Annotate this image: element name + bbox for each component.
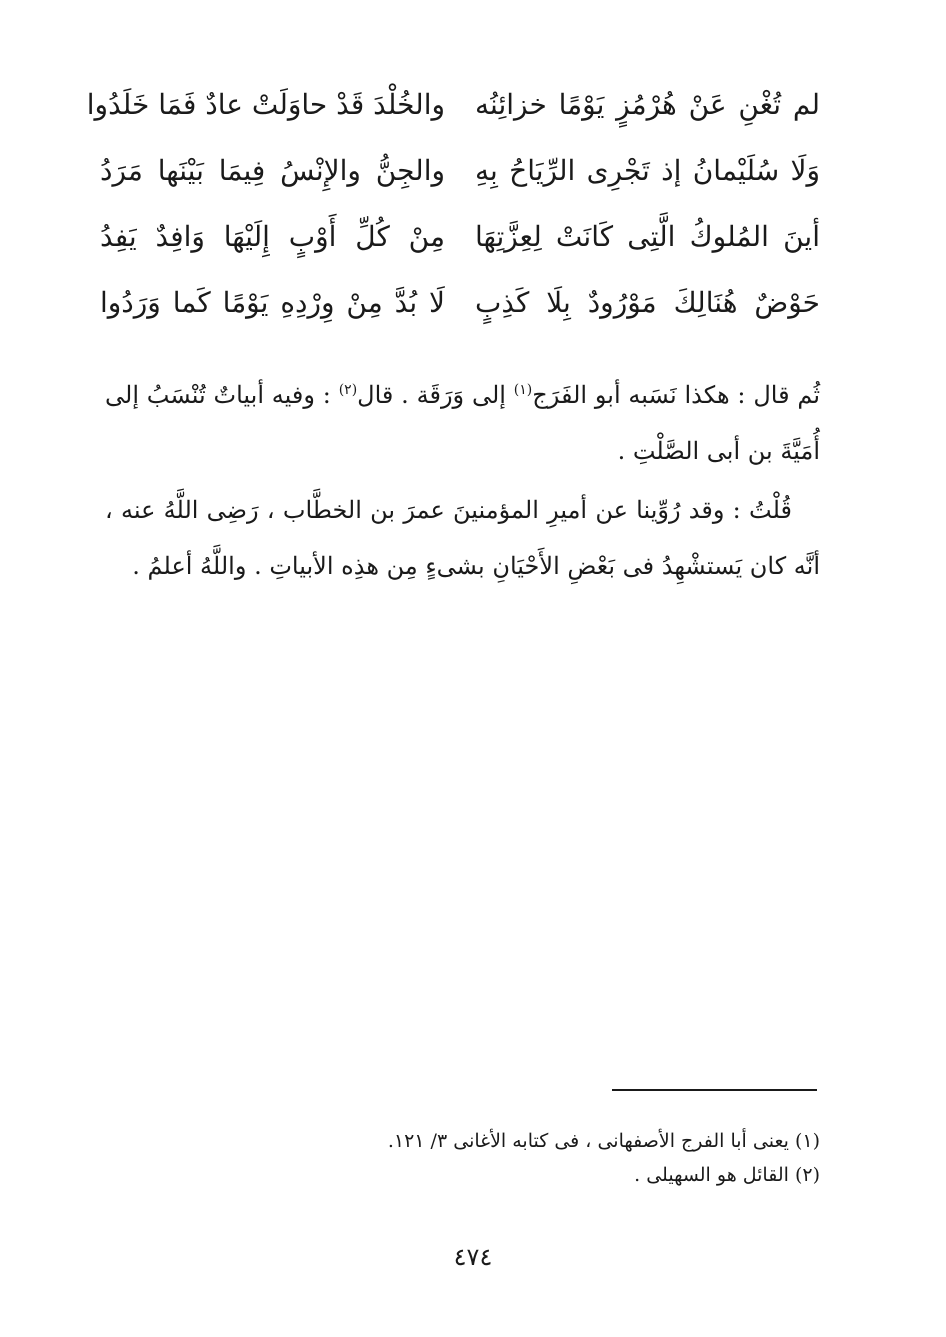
- verse-line: [100, 138, 820, 204]
- body-paragraph: [105, 367, 820, 479]
- verse-line: [100, 270, 820, 336]
- poem-verses: [86, 72, 820, 336]
- paragraph-text: ثُم قال : هكذا نَسَبه أبو الفَرَج: [532, 381, 821, 409]
- footnote-divider: [612, 1089, 817, 1091]
- footnote: (١) يعنى أبا الفرج الأصفهانى ، فى كتابه الأغانى ٣/ ١٢١.: [387, 1130, 820, 1152]
- verse-first-hemistich: حَوْضٌ هُنَالِكَ مَوْرُودٌ بِلَا كَذِبٍ: [475, 286, 820, 320]
- body-paragraph: قُلْتُ : وقد رُوِّينا عن أميرِ المؤمنينَ عمرَ بن الخطَّاب ، رَضِى اللَّهُ عنه ، أنَّه كان يَستشْهِدُ فى بَعْضِ الأَحْيَانِ بشىءٍ مِن هذِه الأبياتِ . واللَّهُ أعلمُ .: [105, 496, 820, 580]
- paragraph-text: إلى وَرَقَة . قال: [357, 381, 514, 409]
- verse-line: [86, 72, 820, 138]
- verse-second-hemistich: والجِنُّ والإِنْسُ فِيمَا بَيْنَها مَرَدُ: [100, 154, 445, 188]
- verse-first-hemistich: لم تُغْنِ عَنْ هُرْمُزٍ يَوْمًا خزائِنُه: [475, 88, 820, 122]
- page-number: ٤٧٤: [453, 1243, 493, 1271]
- verse-second-hemistich: والخُلْدَ قَدْ حاوَلَتْ عادٌ فَمَا خَلَدُوا: [86, 88, 445, 122]
- verse-second-hemistich: مِنْ كُلِّ أَوْبٍ إِلَيْهَا وَافِدٌ يَفِدُ: [100, 220, 445, 254]
- verse-line: [100, 204, 820, 270]
- verse-first-hemistich: وَلَا سُلَيْمانُ إذ تَجْرِى الرِّيَاحُ بِهِ: [475, 154, 820, 188]
- verse-second-hemistich: لَا بُدَّ مِنْ وِرْدِهِ يَوْمًا كَما وَرَدُوا: [100, 286, 445, 320]
- verse-first-hemistich: أينَ المُلوكُ الَّتِى كَانَتْ لِعِزَّتِهَا: [475, 220, 820, 254]
- footnote-reference[interactable]: (١): [513, 382, 533, 398]
- paragraph-text: : وفيه أبياتٌ تُنْسَبُ إلى أُمَيَّةَ بن أبى الصَّلْتِ .: [105, 381, 820, 465]
- footnote-reference[interactable]: (٢): [338, 382, 358, 398]
- footnotes-section: [300, 1124, 820, 1192]
- footnote: (٢) القائل هو السهيلى .: [634, 1164, 820, 1186]
